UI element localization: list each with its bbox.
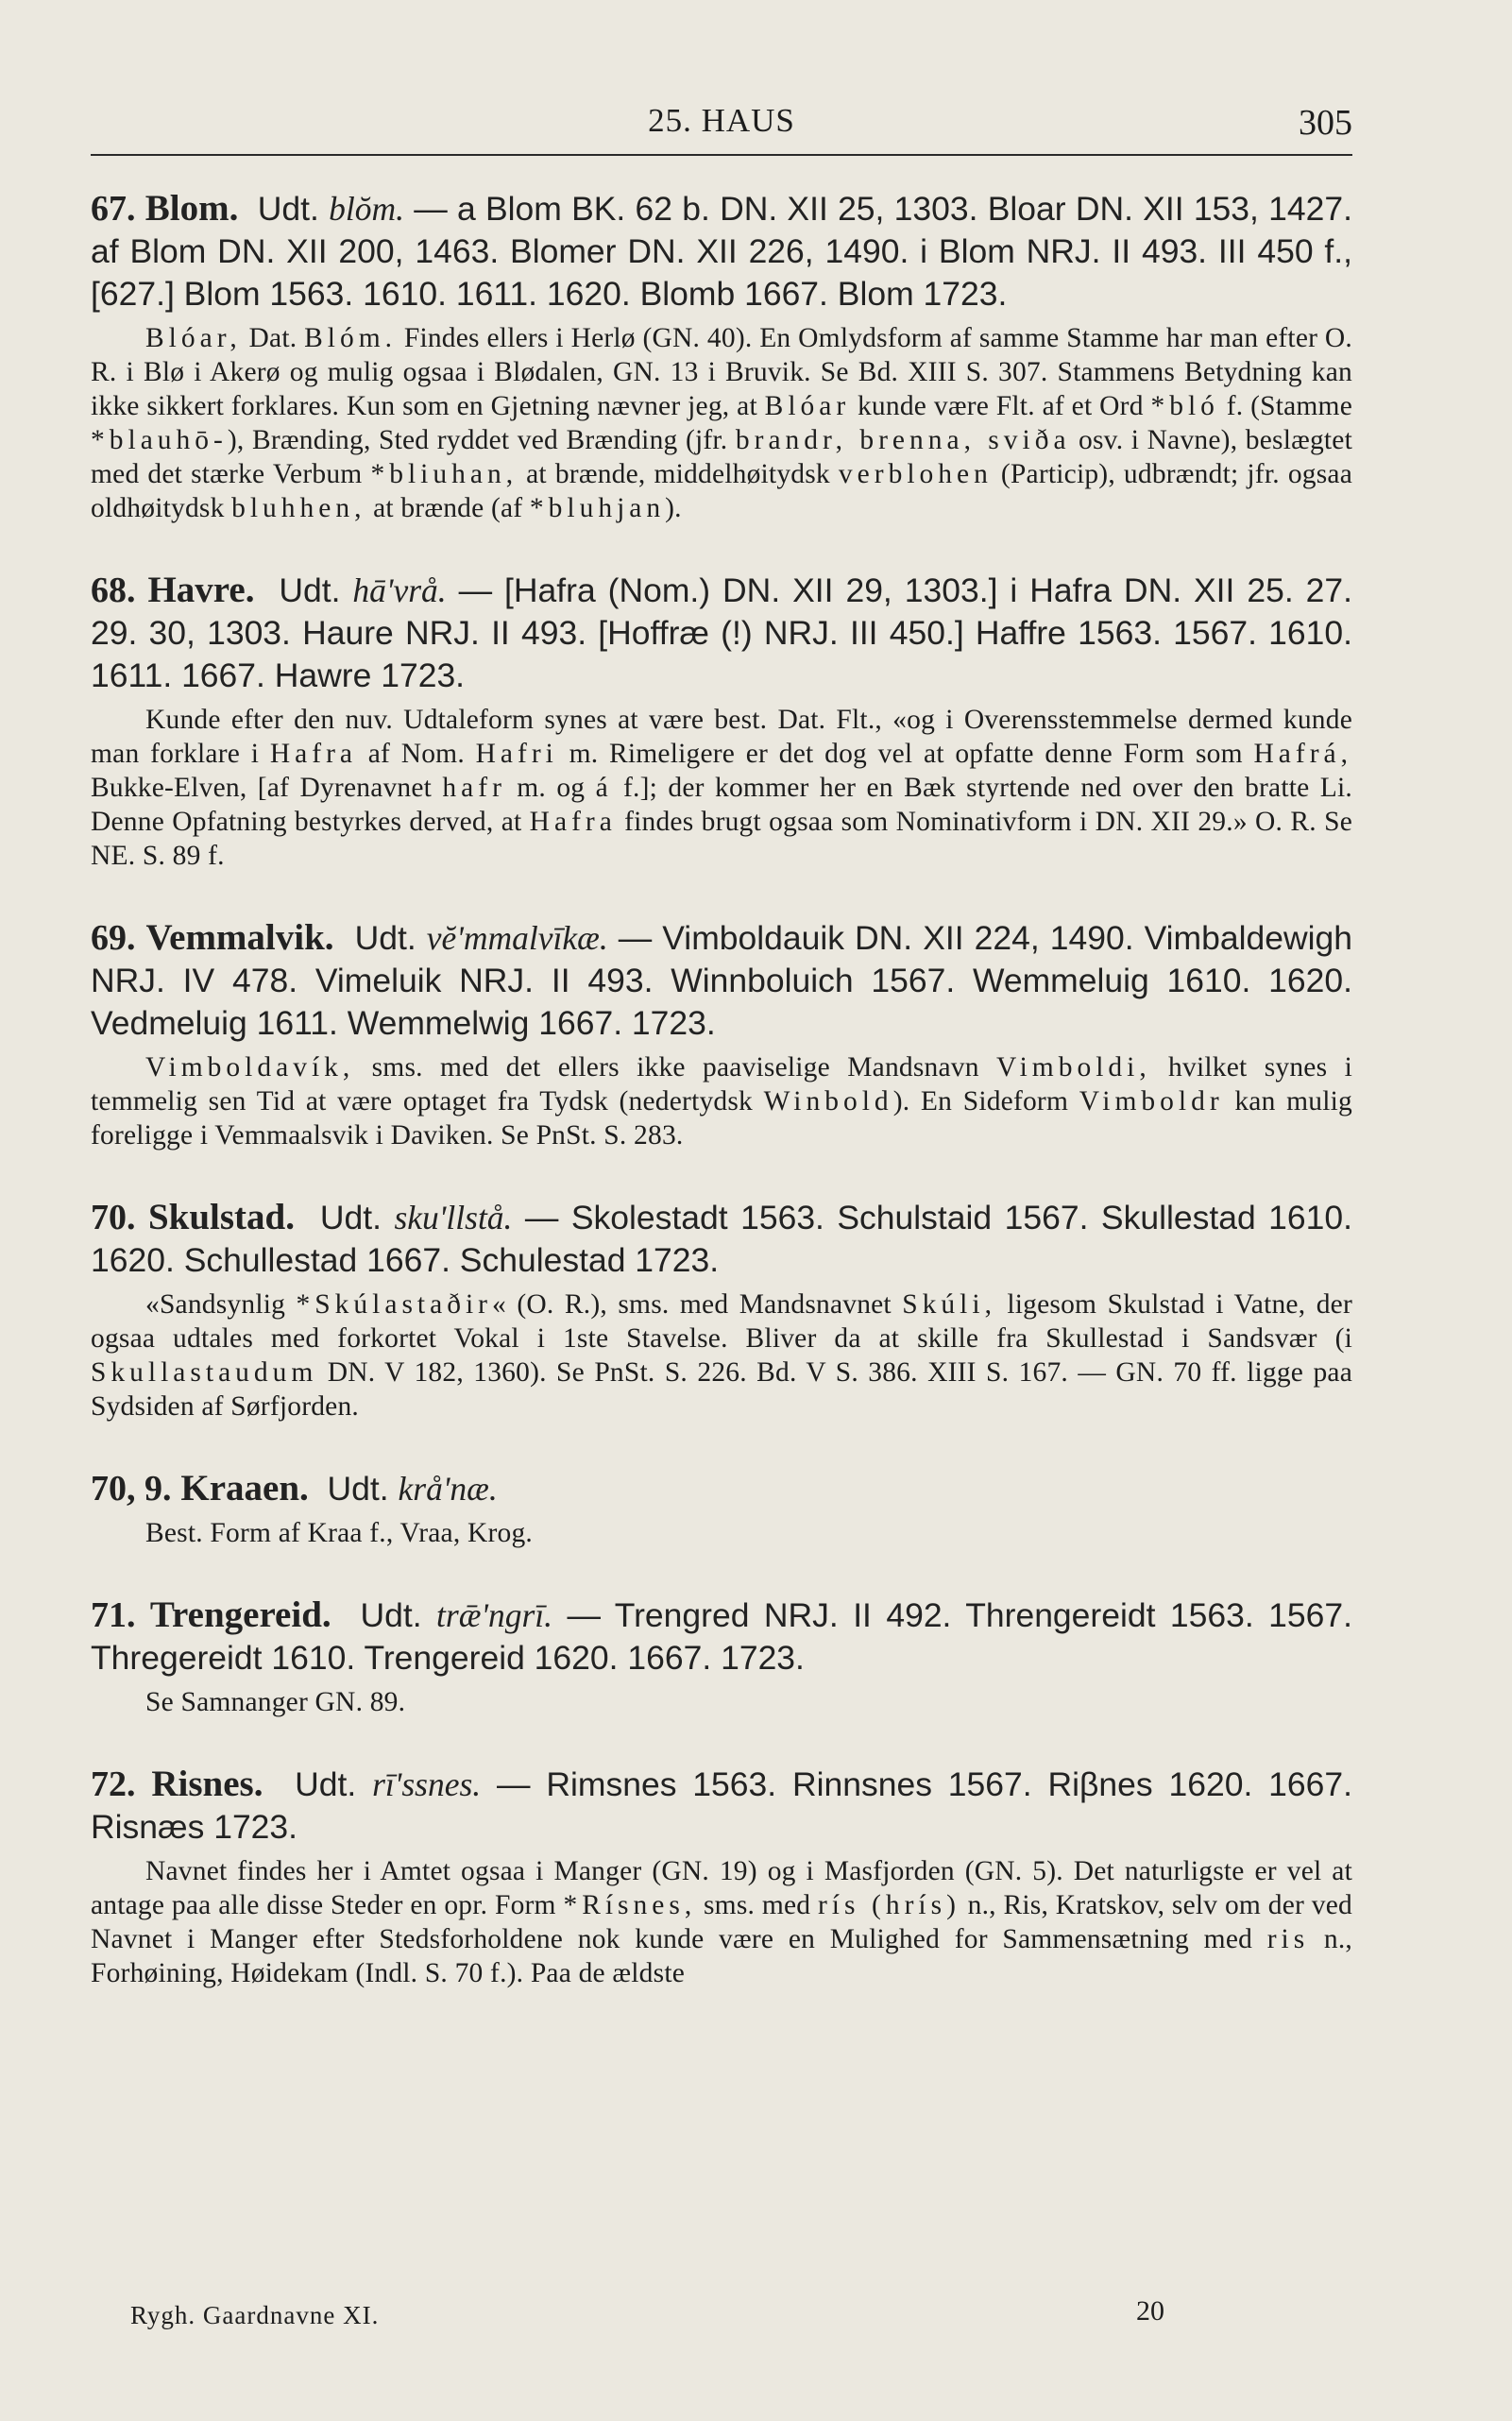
spaced-word: Winbold xyxy=(763,1086,893,1117)
note-text: Findes ellers i Herlø (GN. 40). En Omlydsform af samme Stamme har man efter O. R. i Blø i Akerø og mulig ogsaa i Blødalen, GN. 13 i Bruvik. Se Bd. XIII S. 307. Stammens Betydning kan ikke sikkert forklares. Kun som en Gjetning nævner jeg, at xyxy=(91,323,1353,421)
spaced-word: *bló xyxy=(1150,391,1219,421)
spaced-word: brandr, brenna, sviða xyxy=(735,425,1071,455)
historical-forms: — Vimboldauik DN. XII 224, 1490. Vimbaldewigh NRJ. IV 478. Vimeluik NRJ. II 493. Winnboluich 1567. Wemmeluig 1610. 1620. Vedmeluig 1611. Wemmelwig 1667. 1723. xyxy=(91,919,1353,1042)
entry-number: 67. xyxy=(91,189,136,229)
udt-label: Udt. xyxy=(360,1596,422,1634)
spaced-word: Blóm. xyxy=(304,323,398,353)
note-text: ). xyxy=(665,493,682,523)
spaced-word: Hafra xyxy=(269,739,357,769)
sheet-number: 20 xyxy=(1136,2295,1164,2327)
entry-67-note xyxy=(91,321,1352,525)
entry-68-note xyxy=(91,703,1352,873)
udt-label: Udt. xyxy=(279,571,341,609)
note-text: n., Forhøining, Høidekam (Indl. S. 70 f.). Paa de ældste xyxy=(91,1924,1352,1988)
spaced-word: *bluhjan xyxy=(529,493,666,523)
entry-name: Blom. xyxy=(144,188,239,229)
pronunciation: sku'llstå. xyxy=(394,1199,513,1236)
note-text: ), Brænding, Sted ryddet ved Brænding (jfr. xyxy=(227,425,736,455)
entry-number: 72. xyxy=(91,1765,136,1804)
page-footer xyxy=(130,2295,1169,2333)
udt-label: Udt. xyxy=(295,1765,357,1803)
historical-forms: — Trengred NRJ. II 492. Threngereidt 1563. 1567. Thregereidt 1610. Trengereid 1620. 1667. 1723. xyxy=(91,1596,1352,1677)
udt-label: Udt. xyxy=(319,1199,382,1236)
note-text: findes brugt ogsaa som Nominativform i DN. XII 29.» O. R. Se NE. S. 89 f. xyxy=(91,807,1352,871)
pronunciation: krå'næ. xyxy=(398,1470,498,1508)
entry-name: Trengereid. xyxy=(149,1594,331,1635)
page-header xyxy=(91,98,1352,155)
note-text: ligesom Skulstad i Vatne, der ogsaa udtales med forkortet Vokal i 1ste Stavelse. Bliver da at skille fra Skullestad i Sandsvær (i xyxy=(91,1289,1352,1354)
note-text: n., Ris, Kratskov, selv om der ved Navnet i Manger efter Stedsforholdene nok kunde være en Mulighed for Sammensætning med xyxy=(91,1890,1353,1954)
note-text: af Nom. xyxy=(357,739,476,769)
note-text: « (O. R.), sms. med Mandsnavnet xyxy=(492,1289,903,1320)
note-text: Bukke-Elven, [af Dyrenavnet xyxy=(91,773,443,803)
pronunciation: blŏm. xyxy=(329,190,405,228)
spaced-word: Blóar xyxy=(764,391,851,421)
note-text: hvilket synes i temmelig sen Tid at være optaget fra Tydsk (nedertydsk xyxy=(91,1052,1352,1117)
entry-72-heading xyxy=(91,1763,1352,1849)
entry-number: 69. xyxy=(91,918,136,958)
entry-name: Kraaen. xyxy=(180,1468,309,1509)
note-text: sms. med det ellers ikke paaviselige Mandsnavn xyxy=(354,1052,997,1083)
spaced-word: bluhhen, xyxy=(231,493,366,523)
page-body xyxy=(91,187,1352,1990)
historical-forms: — a Blom BK. 62 b. DN. XII 25, 1303. Bloar DN. XII 153, 1427. af Blom DN. XII 200, 1463. Blomer DN. XII 226, 1490. i Blom NRJ. II 493. III 450 f., [627.] Blom 1563. 1610. 1611. 1620. Blomb 1667. Blom 1723. xyxy=(91,190,1352,313)
note-text: at brænde (af xyxy=(365,493,530,523)
spaced-word: rís (hrís) xyxy=(817,1890,960,1920)
spaced-word: Blóar, xyxy=(145,323,242,353)
entry-69-heading xyxy=(91,916,1352,1045)
note-text: Dat. xyxy=(241,323,305,353)
historical-forms: — [Hafra (Nom.) DN. XII 29, 1303.] i Hafra DN. XII 25. 27. 29. 30, 1303. Haure NRJ. II 493. [Hoffræ (!) NRJ. III 450.] Haffre 1563. 1567. 1610. 1611. 1667. Hawre 1723. xyxy=(91,571,1352,694)
entry-70-note xyxy=(91,1287,1352,1424)
pronunciation: vĕ'mmalvīkæ. xyxy=(426,919,608,957)
spaced-word: ris xyxy=(1266,1924,1310,1954)
entry-71-heading xyxy=(91,1594,1352,1679)
entry-67-heading xyxy=(91,187,1352,315)
entry-name: Vemmalvik. xyxy=(145,917,334,958)
entry-number: 70, 9. xyxy=(91,1469,172,1509)
spaced-word: Skullastaudum xyxy=(91,1357,318,1388)
udt-label: Udt. xyxy=(257,190,319,228)
note-text: kunde være Flt. af et Ord xyxy=(850,391,1151,421)
entry-70-9-heading xyxy=(91,1467,1352,1510)
entry-name: Risnes. xyxy=(151,1764,263,1804)
page-number: 305 xyxy=(1299,103,1352,143)
note-text: f.]; der kommer her en Bæk styrtende ned over den bratte Li. Denne Opfatning bestyrkes derved, at xyxy=(91,773,1352,837)
spaced-word: Vimboldr xyxy=(1079,1086,1224,1117)
spaced-word: Skúli, xyxy=(902,1289,996,1320)
spaced-word: Hafrá, xyxy=(1253,739,1352,769)
header-rule xyxy=(91,154,1352,156)
note-text: «Sandsynlig xyxy=(145,1289,297,1320)
note-text: Navnet findes her i Amtet ogsaa i Manger (GN. 19) og i Masfjorden (GN. 5). Det naturligste er vel at antage paa alle disse Steder en opr. Form xyxy=(91,1856,1352,1920)
pronunciation: hā'vrå. xyxy=(352,571,447,609)
entry-70-9-note xyxy=(91,1516,1352,1550)
footer-signature: Rygh. Gaardnavne XI. xyxy=(130,2301,380,2329)
spaced-word: Hafra xyxy=(529,807,617,837)
note-text: m. Rimeligere er det dog vel at opfatte denne Form som xyxy=(557,739,1254,769)
note-text: f. (Stamme xyxy=(1218,391,1352,421)
spaced-word: *Skúlastaðir xyxy=(296,1289,492,1320)
spaced-word: hafr xyxy=(442,773,506,803)
note-text: DN. V 182, 1360). Se PnSt. S. 226. Bd. V S. 386. XIII S. 167. — GN. 70 ff. ligge paa Sydsiden af Sørfjorden. xyxy=(91,1357,1352,1422)
note-text: (Particip), udbrændt; jfr. ogsaa oldhøitydsk xyxy=(91,459,1352,523)
spaced-word: á xyxy=(595,773,613,803)
spaced-word: Vimboldi, xyxy=(996,1052,1151,1083)
entry-68-heading xyxy=(91,569,1352,697)
note-text: Kunde efter den nuv. Udtaleform synes at være best. Dat. Flt., «og i Overensstemmelse dermed kunde man forklare i xyxy=(91,705,1352,769)
pronunciation: rī'ssnes. xyxy=(372,1765,482,1803)
spaced-word: *blauhō- xyxy=(91,425,228,455)
entry-number: 70. xyxy=(91,1198,136,1237)
entry-number: 71. xyxy=(91,1595,136,1635)
entry-69-note xyxy=(91,1050,1352,1152)
historical-forms: — Skolestadt 1563. Schulstaid 1567. Skullestad 1610. 1620. Schullestad 1667. Schulestad 1723. xyxy=(91,1199,1352,1279)
spaced-word: Vimboldavík, xyxy=(145,1052,355,1083)
entry-70-heading xyxy=(91,1196,1352,1282)
running-head: 25. HAUS xyxy=(648,102,795,139)
entry-name: Skulstad. xyxy=(147,1197,295,1237)
entry-number: 68. xyxy=(91,571,136,610)
entry-72-note xyxy=(91,1854,1352,1990)
note-text: at brænde, middelhøitydsk xyxy=(518,459,839,489)
spaced-word: verblohen xyxy=(838,459,993,489)
udt-label: Udt. xyxy=(327,1470,389,1508)
spaced-word: Hafri xyxy=(475,739,558,769)
note-text: Se Samnanger GN. 89. xyxy=(145,1687,406,1717)
note-text: sms. med xyxy=(696,1890,818,1920)
entry-71-note xyxy=(91,1685,1352,1719)
spaced-word: *bliuhan, xyxy=(370,459,518,489)
udt-label: Udt. xyxy=(354,919,416,957)
pronunciation: trǣ'ngrī. xyxy=(436,1596,553,1634)
spaced-word: *Rísnes, xyxy=(563,1890,697,1920)
entry-name: Havre. xyxy=(147,570,255,610)
note-text: kan mulig foreligge i Vemmaalsvik i Daviken. Se PnSt. S. 283. xyxy=(91,1086,1352,1151)
historical-forms: — Rimsnes 1563. Rinnsnes 1567. Riβnes 1620. 1667. Risnæs 1723. xyxy=(91,1765,1352,1846)
note-text: ). En Sideform xyxy=(892,1086,1079,1117)
note-text: osv. i Navne), beslægtet med det stærke Verbum xyxy=(91,425,1352,489)
note-text: Best. Form af Kraa f., Vraa, Krog. xyxy=(145,1518,533,1548)
note-text: m. og xyxy=(505,773,596,803)
